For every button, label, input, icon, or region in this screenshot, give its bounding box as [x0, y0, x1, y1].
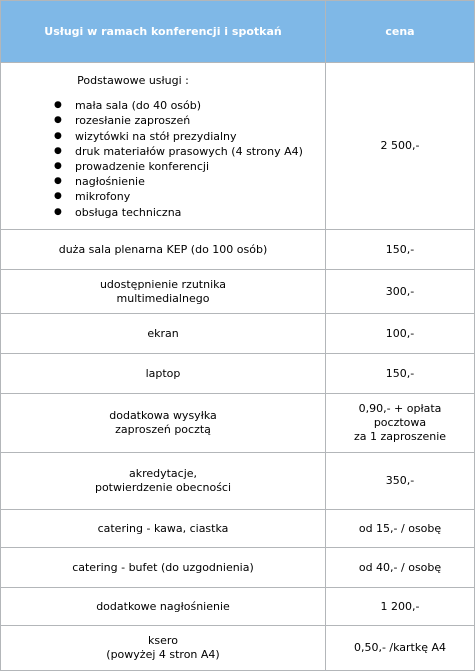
- list-item: ● nagłośnienie: [54, 175, 145, 189]
- price-cell: [326, 510, 475, 548]
- price-cell: [326, 626, 475, 671]
- list-item: ● druk materiałów prasowych (4 strony A4): [54, 144, 303, 158]
- cell-text-line: dodatkowe nagłośnienie: [96, 599, 230, 613]
- cell-text-line: zaproszeń pocztą: [115, 423, 211, 436]
- bullet-icon: ●: [54, 145, 62, 156]
- cell-text-line: catering - kawa, ciastka: [97, 521, 229, 535]
- bullet-icon: ●: [54, 161, 62, 171]
- cell-text-line: ksero: [148, 634, 178, 647]
- cell-text-line: laptop: [145, 366, 181, 380]
- bullet-icon: ●: [54, 115, 62, 126]
- basic-services-row: [1, 63, 475, 230]
- price-cell: [326, 354, 475, 394]
- service-cell: [1, 510, 326, 548]
- service-cell: [1, 588, 326, 626]
- table-row: [1, 394, 475, 453]
- service-cell: [1, 394, 326, 453]
- table-header-row: [1, 1, 475, 63]
- cell-text-line: od 15,- / osobę: [358, 521, 442, 535]
- price-cell: [326, 394, 475, 453]
- cell-text-line: Podstawowe usługi :: [77, 74, 189, 88]
- table-row: [1, 354, 475, 394]
- table-row: [1, 626, 475, 671]
- list-item: ● rozesłanie zaproszeń: [54, 114, 191, 128]
- cell-text-line: za 1 zaproszenie: [353, 430, 447, 443]
- cell-text-line: (powyżej 4 stron A4): [106, 648, 220, 661]
- price-cell: [326, 548, 475, 588]
- table-row: [1, 453, 475, 510]
- service-cell: [1, 548, 326, 588]
- table-row: [1, 270, 475, 314]
- cell-text-line: 150,-: [385, 366, 415, 380]
- cell-text-line: dodatkowa wysyłka: [109, 409, 217, 422]
- table-row: [1, 510, 475, 548]
- list-item: ● prowadzenie konferencji: [54, 160, 210, 173]
- list-item: ● mikrofony: [54, 190, 131, 204]
- service-cell: [1, 354, 326, 394]
- table-row: [1, 588, 475, 626]
- price-cell: [326, 453, 475, 510]
- service-cell: [1, 230, 326, 270]
- cell-text-line: 0,90,- + opłata: [358, 402, 442, 415]
- basic-services-cell: [1, 63, 326, 230]
- service-cell: [1, 626, 326, 671]
- bullet-icon: ●: [54, 100, 62, 111]
- cell-text-line: ekran: [147, 326, 179, 340]
- bullet-icon: ●: [54, 176, 62, 187]
- cell-text-line: 1 200,-: [380, 599, 420, 613]
- cell-text-line: duża sala plenarna KEP (do 100 osób): [58, 242, 268, 256]
- bullet-icon: ●: [54, 206, 62, 217]
- price-cell: [326, 588, 475, 626]
- cell-text-line: pocztowa: [373, 416, 427, 429]
- price-cell: [326, 230, 475, 270]
- cell-text-line: 300,-: [385, 284, 415, 298]
- cell-text-line: potwierdzenie obecności: [94, 481, 232, 494]
- basic-services-price: 2 500,-: [326, 63, 475, 230]
- basic-services-list: [1, 98, 325, 220]
- bullet-icon: ●: [54, 191, 62, 202]
- price-cell: [326, 314, 475, 354]
- cell-text-line: 350,-: [385, 474, 415, 487]
- cell-text-line: 100,-: [385, 326, 415, 340]
- cell-text-line: 0,50,- /kartkę A4: [353, 641, 447, 654]
- bullet-icon: ●: [54, 130, 62, 141]
- service-cell: [1, 453, 326, 510]
- cell-text-line: od 40,- / osobę: [358, 560, 442, 574]
- list-item: ● wizytówki na stół prezydialny: [54, 129, 237, 143]
- table-row: [1, 230, 475, 270]
- table-row: [1, 314, 475, 354]
- service-cell: [1, 270, 326, 314]
- table-row: [1, 548, 475, 588]
- service-cell: [1, 314, 326, 354]
- services-column-header: Usługi w ramach konferencji i spotkań: [1, 1, 326, 63]
- cell-text-line: 150,-: [385, 242, 415, 256]
- cell-text-line: catering - bufet (do uzgodnienia): [72, 560, 254, 574]
- list-item: ● obsługa techniczna: [54, 205, 182, 219]
- cell-text-line: multimedialnego: [116, 291, 210, 305]
- price-column-header: cena: [326, 1, 475, 63]
- cell-text-line: udostępnienie rzutnika: [99, 277, 227, 291]
- cell-text-line: akredytacje,: [128, 467, 198, 480]
- price-cell: [326, 270, 475, 314]
- list-item: ● mała sala (do 40 osób): [54, 99, 202, 113]
